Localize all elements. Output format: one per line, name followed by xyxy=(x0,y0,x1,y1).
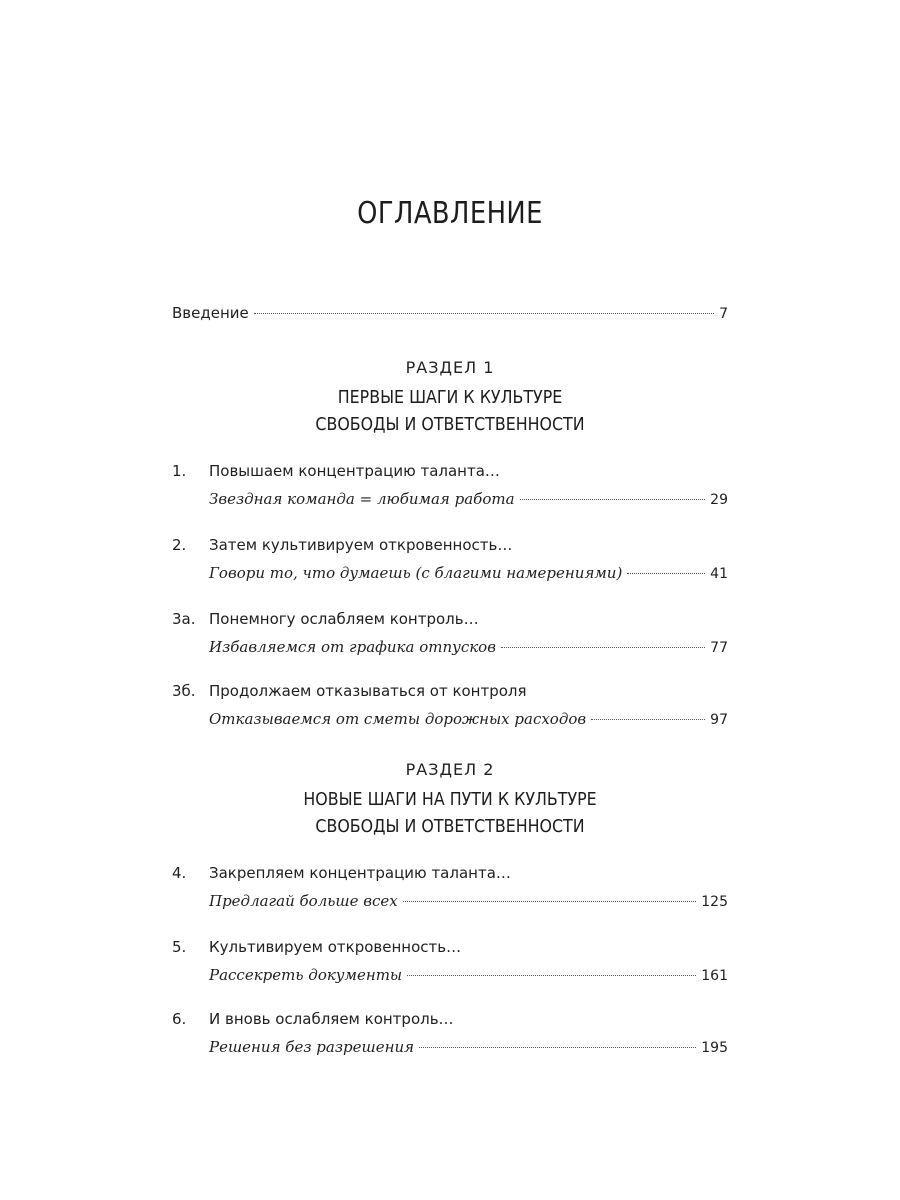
chapter-subtitle: Предлагай больше всех xyxy=(209,892,398,910)
toc-chapter[interactable] xyxy=(172,938,728,984)
chapter-number: 2. xyxy=(172,536,187,554)
chapter-number: 1. xyxy=(172,462,187,480)
page-title: ОГЛАВЛЕНИЕ xyxy=(357,196,543,231)
toc-chapter[interactable] xyxy=(172,610,728,656)
chapter-title: Затем культивируем откровенность… xyxy=(209,536,513,554)
toc-chapter[interactable] xyxy=(172,682,728,728)
section-title-line: НОВЫЕ ШАГИ НА ПУТИ К КУЛЬТУРЕ xyxy=(303,789,597,810)
toc-entry-intro[interactable] xyxy=(172,304,728,322)
chapter-title: Закрепляем концентрацию таланта… xyxy=(209,864,511,882)
dot-leader xyxy=(419,1047,696,1048)
toc-page-number: 77 xyxy=(710,640,728,656)
toc-page-number: 41 xyxy=(710,566,728,582)
chapter-title: Продолжаем отказываться от контроля xyxy=(209,682,527,700)
chapter-number: 4. xyxy=(172,864,187,882)
section-label: РАЗДЕЛ 2 xyxy=(405,760,495,779)
toc-chapter[interactable] xyxy=(172,536,728,582)
toc-page-number: 161 xyxy=(701,968,728,984)
toc-page-number: 195 xyxy=(701,1040,728,1056)
section-title xyxy=(54,786,846,840)
chapter-number: 6. xyxy=(172,1010,187,1028)
dot-leader xyxy=(403,901,697,902)
chapter-title: Повышаем концентрацию таланта… xyxy=(209,462,500,480)
dot-leader xyxy=(501,647,705,648)
toc-page-number: 7 xyxy=(719,306,728,322)
chapter-subtitle: Решения без разрешения xyxy=(209,1038,415,1056)
chapter-subtitle: Отказываемся от сметы дорожных расходов xyxy=(209,710,587,728)
chapter-number: 3а. xyxy=(172,610,196,628)
toc-page-number: 97 xyxy=(710,712,728,728)
section-title-line: СВОБОДЫ И ОТВЕТСТВЕННОСТИ xyxy=(315,414,585,435)
dot-leader xyxy=(407,975,696,976)
chapter-title: Понемногу ослабляем контроль… xyxy=(209,610,479,628)
section-title-line: СВОБОДЫ И ОТВЕТСТВЕННОСТИ xyxy=(315,816,585,837)
chapter-title: Культивируем откровенность… xyxy=(209,938,462,956)
dot-leader xyxy=(520,499,706,500)
dot-leader xyxy=(591,719,705,720)
toc-entry-label: Введение xyxy=(172,304,249,322)
toc-page-number: 29 xyxy=(710,492,728,508)
chapter-title: И вновь ослабляем контроль… xyxy=(209,1010,454,1028)
chapter-number: 3б. xyxy=(172,682,196,700)
chapter-subtitle: Звездная команда = любимая работа xyxy=(209,490,515,508)
section-label: РАЗДЕЛ 1 xyxy=(405,358,495,377)
toc-chapter[interactable] xyxy=(172,864,728,910)
chapter-subtitle: Говори то, что думаешь (с благими намерениями) xyxy=(209,564,623,582)
dot-leader xyxy=(254,313,714,314)
toc-chapter[interactable] xyxy=(172,462,728,508)
dot-leader xyxy=(627,573,705,574)
toc-chapter[interactable] xyxy=(172,1010,728,1056)
toc-page-number: 125 xyxy=(701,894,728,910)
chapter-subtitle: Рассекреть документы xyxy=(209,966,403,984)
section-title-line: ПЕРВЫЕ ШАГИ К КУЛЬТУРЕ xyxy=(337,387,563,408)
chapter-number: 5. xyxy=(172,938,187,956)
chapter-subtitle: Избавляемся от графика отпусков xyxy=(209,638,496,656)
section-title xyxy=(54,384,846,438)
